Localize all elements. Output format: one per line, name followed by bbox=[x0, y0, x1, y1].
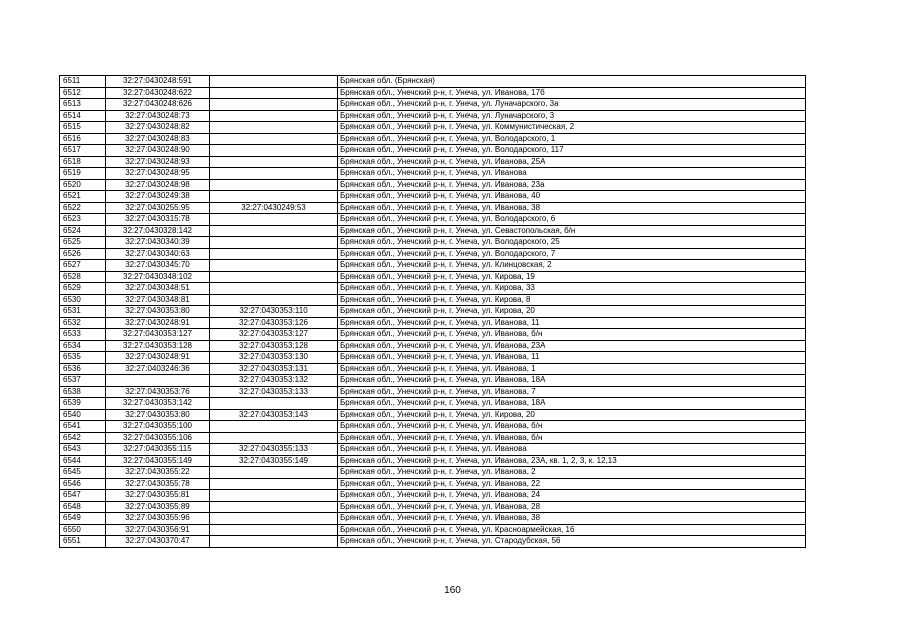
row-number-cell: 6542 bbox=[60, 432, 106, 444]
related-cadastral-cell bbox=[210, 271, 338, 283]
row-number-cell: 6516 bbox=[60, 133, 106, 145]
address-cell: Брянская обл., Унечский р-н, г. Унеча, ул. Иванова bbox=[338, 168, 806, 180]
cadastral-number-cell: 32:27:0430248:91 bbox=[106, 317, 210, 329]
address-cell: Брянская обл., Унечский р-н, г. Унеча, ул. Кирова, 20 bbox=[338, 306, 806, 318]
related-cadastral-cell bbox=[210, 398, 338, 410]
address-cell: Брянская обл., Унечский р-н, г. Унеча, ул. Иванова, 11 bbox=[338, 352, 806, 364]
related-cadastral-cell: 32:27:0430355:149 bbox=[210, 455, 338, 467]
table-row bbox=[60, 237, 806, 249]
row-number-cell: 6540 bbox=[60, 409, 106, 421]
address-cell: Брянская обл., Унечский р-н, г. Унеча, ул. Луначарского, 3 bbox=[338, 110, 806, 122]
related-cadastral-cell bbox=[210, 513, 338, 525]
row-number-cell: 6529 bbox=[60, 283, 106, 295]
table-row bbox=[60, 490, 806, 502]
table-row bbox=[60, 110, 806, 122]
cadastral-number-cell: 32:27:0430356:91 bbox=[106, 524, 210, 536]
cadastral-number-cell: 32:27:0430355:96 bbox=[106, 513, 210, 525]
table-row bbox=[60, 524, 806, 536]
row-number-cell: 6528 bbox=[60, 271, 106, 283]
row-number-cell: 6539 bbox=[60, 398, 106, 410]
cadastral-number-cell: 32:27:0430355:78 bbox=[106, 478, 210, 490]
address-cell: Брянская обл., Унечский р-н, г. Унеча, ул. Иванова, 22 bbox=[338, 478, 806, 490]
table-row bbox=[60, 294, 806, 306]
table-row bbox=[60, 156, 806, 168]
table-row bbox=[60, 168, 806, 180]
cadastral-number-cell: 32:27:0430353:80 bbox=[106, 409, 210, 421]
table-row bbox=[60, 513, 806, 525]
related-cadastral-cell: 32:27:0430353:126 bbox=[210, 317, 338, 329]
related-cadastral-cell bbox=[210, 133, 338, 145]
related-cadastral-cell: 32:27:0430353:127 bbox=[210, 329, 338, 341]
related-cadastral-cell: 32:27:0430353:131 bbox=[210, 363, 338, 375]
table-row bbox=[60, 409, 806, 421]
table-row bbox=[60, 478, 806, 490]
address-cell: Брянская обл., Унечский р-н, г. Унеча, ул. Иванова, б/н bbox=[338, 432, 806, 444]
related-cadastral-cell: 32:27:0430353:130 bbox=[210, 352, 338, 364]
row-number-cell: 6534 bbox=[60, 340, 106, 352]
table-row bbox=[60, 455, 806, 467]
table-row bbox=[60, 352, 806, 364]
table-row bbox=[60, 363, 806, 375]
address-cell: Брянская обл., Унечский р-н, г. Унеча, ул. Володарского, 1 bbox=[338, 133, 806, 145]
related-cadastral-cell bbox=[210, 156, 338, 168]
related-cadastral-cell bbox=[210, 179, 338, 191]
address-cell: Брянская обл., Унечский р-н, г. Унеча, ул. Иванова, 17б bbox=[338, 87, 806, 99]
related-cadastral-cell bbox=[210, 490, 338, 502]
row-number-cell: 6549 bbox=[60, 513, 106, 525]
address-cell: Брянская обл., Унечский р-н, г. Унеча, ул. Иванова, 38 bbox=[338, 202, 806, 214]
table-row bbox=[60, 329, 806, 341]
row-number-cell: 6533 bbox=[60, 329, 106, 341]
address-cell: Брянская обл., Унечский р-н, г. Унеча, ул. Иванова, 23А, кв. 1, 2, 3, к. 12,13 bbox=[338, 455, 806, 467]
related-cadastral-cell: 32:27:0430353:133 bbox=[210, 386, 338, 398]
table-row bbox=[60, 225, 806, 237]
address-cell: Брянская обл., Унечский р-н, г. Унеча, ул. Кирова, 19 bbox=[338, 271, 806, 283]
row-number-cell: 6532 bbox=[60, 317, 106, 329]
cadastral-number-cell: 32:27:0403246:36 bbox=[106, 363, 210, 375]
table-row bbox=[60, 340, 806, 352]
row-number-cell: 6520 bbox=[60, 179, 106, 191]
cadastral-number-cell: 32:27:0430355:106 bbox=[106, 432, 210, 444]
cadastral-number-cell: 32:27:0430355:115 bbox=[106, 444, 210, 456]
address-cell: Брянская обл., Унечский р-н, г. Унеча, ул. Володарского, 25 bbox=[338, 237, 806, 249]
table-row bbox=[60, 260, 806, 272]
cadastral-number-cell: 32:27:0430353:142 bbox=[106, 398, 210, 410]
cadastral-number-cell: 32:27:0430370:47 bbox=[106, 536, 210, 548]
cadastral-number-cell bbox=[106, 375, 210, 387]
address-cell: Брянская обл., Унечский р-н, г. Унеча, ул. Иванова, б/н bbox=[338, 421, 806, 433]
cadastral-number-cell: 32:27:0430248:93 bbox=[106, 156, 210, 168]
address-cell: Брянская обл., Унечский р-н, г. Унеча, ул. Володарского, 6 bbox=[338, 214, 806, 226]
address-cell: Брянская обл., Унечский р-н, г. Унеча, ул. Иванова, 1 bbox=[338, 363, 806, 375]
row-number-cell: 6524 bbox=[60, 225, 106, 237]
related-cadastral-cell bbox=[210, 260, 338, 272]
row-number-cell: 6543 bbox=[60, 444, 106, 456]
row-number-cell: 6513 bbox=[60, 99, 106, 111]
related-cadastral-cell bbox=[210, 145, 338, 157]
cadastral-number-cell: 32:27:0430355:100 bbox=[106, 421, 210, 433]
related-cadastral-cell bbox=[210, 76, 338, 88]
table-body bbox=[60, 76, 806, 548]
row-number-cell: 6526 bbox=[60, 248, 106, 260]
cadastral-number-cell: 32:27:0430348:51 bbox=[106, 283, 210, 295]
address-cell: Брянская обл., Унечский р-н, г. Унеча, ул. Кирова, 20 bbox=[338, 409, 806, 421]
related-cadastral-cell bbox=[210, 122, 338, 134]
table-row bbox=[60, 76, 806, 88]
row-number-cell: 6550 bbox=[60, 524, 106, 536]
table-row bbox=[60, 386, 806, 398]
related-cadastral-cell bbox=[210, 87, 338, 99]
address-cell: Брянская обл., Унечский р-н, г. Унеча, ул. Коммунистическая, 2 bbox=[338, 122, 806, 134]
row-number-cell: 6548 bbox=[60, 501, 106, 513]
table-row bbox=[60, 432, 806, 444]
row-number-cell: 6535 bbox=[60, 352, 106, 364]
table-row bbox=[60, 501, 806, 513]
cadastral-number-cell: 32:27:0430248:90 bbox=[106, 145, 210, 157]
cadastral-number-cell: 32:27:0430340:63 bbox=[106, 248, 210, 260]
row-number-cell: 6512 bbox=[60, 87, 106, 99]
row-number-cell: 6517 bbox=[60, 145, 106, 157]
related-cadastral-cell bbox=[210, 99, 338, 111]
address-cell: Брянская обл., Унечский р-н, г. Унеча, ул. Иванова, 24 bbox=[338, 490, 806, 502]
address-cell: Брянская обл., Унечский р-н, г. Унеча, ул. Кирова, 33 bbox=[338, 283, 806, 295]
related-cadastral-cell: 32:27:0430353:132 bbox=[210, 375, 338, 387]
table-row bbox=[60, 179, 806, 191]
table-row bbox=[60, 421, 806, 433]
table-row bbox=[60, 398, 806, 410]
related-cadastral-cell: 32:27:0430353:128 bbox=[210, 340, 338, 352]
related-cadastral-cell: 32:27:0430355:133 bbox=[210, 444, 338, 456]
address-cell: Брянская обл., Унечский р-н, г. Унеча, ул. Иванова, 18А bbox=[338, 375, 806, 387]
cadastral-number-cell: 32:27:0430328:142 bbox=[106, 225, 210, 237]
cadastral-number-cell: 32:27:0430348:102 bbox=[106, 271, 210, 283]
row-number-cell: 6531 bbox=[60, 306, 106, 318]
address-cell: Брянская обл., Унечский р-н, г. Унеча, ул. Иванова, 25А bbox=[338, 156, 806, 168]
row-number-cell: 6518 bbox=[60, 156, 106, 168]
cadastral-number-cell: 32:27:0430353:127 bbox=[106, 329, 210, 341]
address-cell: Брянская обл., Унечский р-н, г. Унеча, ул. Иванова, 18А bbox=[338, 398, 806, 410]
cadastral-number-cell: 32:27:0430248:91 bbox=[106, 352, 210, 364]
related-cadastral-cell bbox=[210, 237, 338, 249]
cadastral-number-cell: 32:27:0430248:95 bbox=[106, 168, 210, 180]
address-cell: Брянская обл., Унечский р-н, г. Унеча, ул. Иванова, 7 bbox=[338, 386, 806, 398]
address-cell: Брянская обл., Унечский р-н, г. Унеча, ул. Иванова, 23а bbox=[338, 179, 806, 191]
row-number-cell: 6514 bbox=[60, 110, 106, 122]
cadastral-number-cell: 32:27:0430248:622 bbox=[106, 87, 210, 99]
related-cadastral-cell bbox=[210, 536, 338, 548]
address-cell: Брянская обл., Унечский р-н, г. Унеча, ул. Севастопольская, б/н bbox=[338, 225, 806, 237]
cadastral-number-cell: 32:27:0430340:39 bbox=[106, 237, 210, 249]
cadastral-number-cell: 32:27:0430248:83 bbox=[106, 133, 210, 145]
cadastral-number-cell: 32:27:0430248:73 bbox=[106, 110, 210, 122]
address-cell: Брянская обл. (Брянская) bbox=[338, 76, 806, 88]
cadastral-number-cell: 32:27:0430315:78 bbox=[106, 214, 210, 226]
address-cell: Брянская обл., Унечский р-н, г. Унеча, ул. Иванова, 38 bbox=[338, 513, 806, 525]
row-number-cell: 6546 bbox=[60, 478, 106, 490]
address-cell: Брянская обл., Унечский р-н, г. Унеча, ул. Луначарского, 3а bbox=[338, 99, 806, 111]
cadastral-number-cell: 32:27:0430248:591 bbox=[106, 76, 210, 88]
cadastral-number-cell: 32:27:0430355:22 bbox=[106, 467, 210, 479]
table-row bbox=[60, 375, 806, 387]
address-cell: Брянская обл., Унечский р-н, г. Унеча, ул. Иванова bbox=[338, 444, 806, 456]
row-number-cell: 6527 bbox=[60, 260, 106, 272]
row-number-cell: 6511 bbox=[60, 76, 106, 88]
cadastral-number-cell: 32:27:0430345:70 bbox=[106, 260, 210, 272]
address-cell: Брянская обл., Унечский р-н, г. Унеча, ул. Володарского, 117 bbox=[338, 145, 806, 157]
row-number-cell: 6536 bbox=[60, 363, 106, 375]
row-number-cell: 6537 bbox=[60, 375, 106, 387]
address-cell: Брянская обл., Унечский р-н, г. Унеча, ул. Иванова, 40 bbox=[338, 191, 806, 203]
address-cell: Брянская обл., Унечский р-н, г. Унеча, ул. Иванова, 28 bbox=[338, 501, 806, 513]
related-cadastral-cell: 32:27:0430249:53 bbox=[210, 202, 338, 214]
table-row bbox=[60, 87, 806, 99]
related-cadastral-cell bbox=[210, 225, 338, 237]
table-row bbox=[60, 214, 806, 226]
table-row bbox=[60, 317, 806, 329]
cadastral-number-cell: 32:27:0430255:95 bbox=[106, 202, 210, 214]
table-row bbox=[60, 145, 806, 157]
related-cadastral-cell bbox=[210, 432, 338, 444]
row-number-cell: 6522 bbox=[60, 202, 106, 214]
address-cell: Брянская обл., Унечский р-н, г. Унеча, ул. Володарского, 7 bbox=[338, 248, 806, 260]
address-cell: Брянская обл., Унечский р-н, г. Унеча, ул. Иванова, 11 bbox=[338, 317, 806, 329]
address-cell: Брянская обл., Унечский р-н, г. Унеча, ул. Стародубская, 56 bbox=[338, 536, 806, 548]
cadastral-number-cell: 32:27:0430248:82 bbox=[106, 122, 210, 134]
related-cadastral-cell bbox=[210, 421, 338, 433]
table-row bbox=[60, 306, 806, 318]
related-cadastral-cell bbox=[210, 524, 338, 536]
row-number-cell: 6525 bbox=[60, 237, 106, 249]
table-row bbox=[60, 202, 806, 214]
table-row bbox=[60, 536, 806, 548]
address-cell: Брянская обл., Унечский р-н, г. Унеча, ул. Красноармейская, 16 bbox=[338, 524, 806, 536]
table-row bbox=[60, 122, 806, 134]
table-row bbox=[60, 283, 806, 295]
related-cadastral-cell bbox=[210, 501, 338, 513]
page-number: 160 bbox=[444, 585, 461, 596]
row-number-cell: 6519 bbox=[60, 168, 106, 180]
address-cell: Брянская обл., Унечский р-н, г. Унеча, ул. Клинцовская, 2 bbox=[338, 260, 806, 272]
table-row bbox=[60, 191, 806, 203]
cadastral-number-cell: 32:27:0430355:149 bbox=[106, 455, 210, 467]
table-row bbox=[60, 248, 806, 260]
address-cell: Брянская обл., Унечский р-н, г. Унеча, ул. Кирова, 8 bbox=[338, 294, 806, 306]
row-number-cell: 6523 bbox=[60, 214, 106, 226]
cadastral-number-cell: 32:27:0430249:38 bbox=[106, 191, 210, 203]
row-number-cell: 6547 bbox=[60, 490, 106, 502]
row-number-cell: 6521 bbox=[60, 191, 106, 203]
row-number-cell: 6545 bbox=[60, 467, 106, 479]
related-cadastral-cell bbox=[210, 467, 338, 479]
cadastral-number-cell: 32:27:0430353:76 bbox=[106, 386, 210, 398]
table-row bbox=[60, 271, 806, 283]
cadastral-number-cell: 32:27:0430348:81 bbox=[106, 294, 210, 306]
table-row bbox=[60, 444, 806, 456]
cadastral-number-cell: 32:27:0430248:626 bbox=[106, 99, 210, 111]
address-cell: Брянская обл., Унечский р-н, г. Унеча, ул. Иванова, б/н bbox=[338, 329, 806, 341]
table-row bbox=[60, 467, 806, 479]
cadastral-number-cell: 32:27:0430353:80 bbox=[106, 306, 210, 318]
related-cadastral-cell bbox=[210, 110, 338, 122]
cadastral-number-cell: 32:27:0430355:89 bbox=[106, 501, 210, 513]
related-cadastral-cell: 32:27:0430353:143 bbox=[210, 409, 338, 421]
related-cadastral-cell bbox=[210, 214, 338, 226]
related-cadastral-cell bbox=[210, 191, 338, 203]
related-cadastral-cell bbox=[210, 168, 338, 180]
row-number-cell: 6551 bbox=[60, 536, 106, 548]
row-number-cell: 6544 bbox=[60, 455, 106, 467]
related-cadastral-cell bbox=[210, 283, 338, 295]
related-cadastral-cell bbox=[210, 248, 338, 260]
row-number-cell: 6530 bbox=[60, 294, 106, 306]
table-row bbox=[60, 99, 806, 111]
cadastral-number-cell: 32:27:0430353:128 bbox=[106, 340, 210, 352]
related-cadastral-cell bbox=[210, 478, 338, 490]
row-number-cell: 6515 bbox=[60, 122, 106, 134]
address-cell: Брянская обл., Унечский р-н, г. Унеча, ул. Иванова, 2 bbox=[338, 467, 806, 479]
row-number-cell: 6538 bbox=[60, 386, 106, 398]
row-number-cell: 6541 bbox=[60, 421, 106, 433]
table-row bbox=[60, 133, 806, 145]
cadastral-number-cell: 32:27:0430248:98 bbox=[106, 179, 210, 191]
cadastral-number-cell: 32:27:0430355:81 bbox=[106, 490, 210, 502]
related-cadastral-cell bbox=[210, 294, 338, 306]
address-cell: Брянская обл., Унечский р-н, г. Унеча, ул. Иванова, 23А bbox=[338, 340, 806, 352]
cadastral-table bbox=[59, 75, 806, 548]
related-cadastral-cell: 32:27:0430353:110 bbox=[210, 306, 338, 318]
